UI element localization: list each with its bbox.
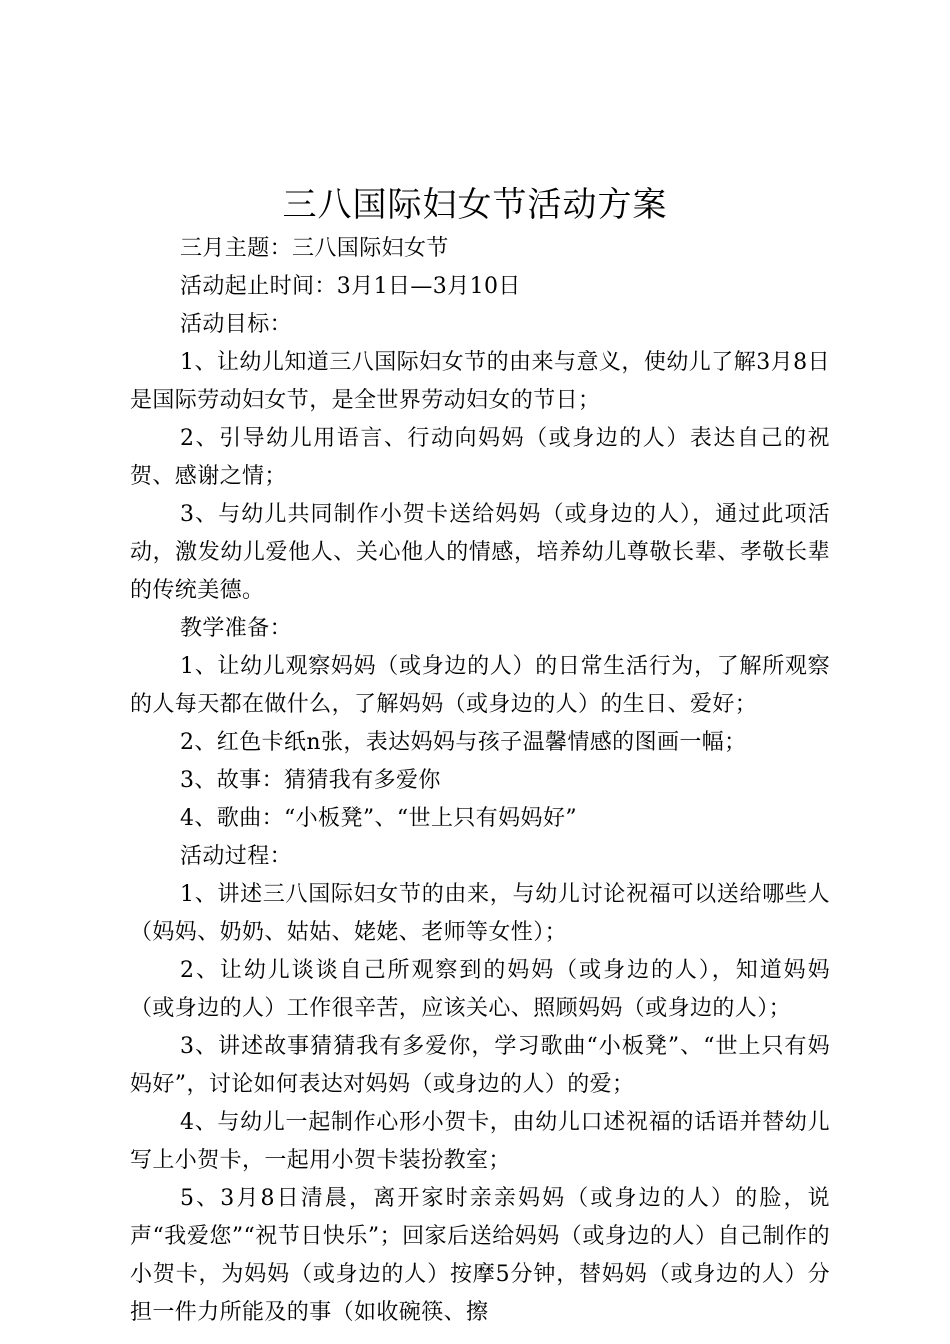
paragraph-process-3: 3、讲述故事猜猜我有多爱你，学习歌曲“小板凳”、“世上只有妈妈好”，讨论如何表达对妈妈（或身边的人）的爱； (130, 1034, 830, 1097)
paragraph-prep-1: 1、让幼儿观察妈妈（或身边的人）的日常生活行为，了解所观察的人每天都在做什么，了解妈妈（或身边的人）的生日、爱好； (130, 654, 830, 717)
paragraph-prep-2: 2、红色卡纸n张，表达妈妈与孩子温馨情感的图画一幅； (180, 730, 747, 755)
document-body (130, 230, 830, 1332)
paragraph-goal-3: 3、与幼儿共同制作小贺卡送给妈妈（或身边的人），通过此项活动，激发幼儿爱他人、关心他人的情感，培养幼儿尊敬长辈、孝敬长辈的传统美德。 (130, 502, 830, 603)
paragraph-goal-1: 1、让幼儿知道三八国际妇女节的由来与意义，使幼儿了解3月8日是国际劳动妇女节，是全世界劳动妇女的节日； (130, 350, 830, 413)
paragraph-theme: 三月主题：三八国际妇女节 (180, 236, 449, 261)
document-title: 三八国际妇女节活动方案 (282, 185, 668, 225)
section-heading-process: 活动过程： (180, 844, 293, 869)
section-heading-preparation: 教学准备： (180, 616, 293, 641)
paragraph-prep-3: 3、故事：猜猜我有多爱你 (180, 768, 441, 793)
paragraph-process-2: 2、让幼儿谈谈自己所观察到的妈妈（或身边的人），知道妈妈（或身边的人）工作很辛苦，应该关心、照顾妈妈（或身边的人）； (130, 958, 830, 1021)
paragraph-process-1: 1、讲述三八国际妇女节的由来，与幼儿讨论祝福可以送给哪些人（妈妈、奶奶、姑姑、姥姥、老师等女性）； (130, 882, 830, 945)
section-heading-goals: 活动目标： (180, 312, 293, 337)
paragraph-process-5: 5、3月8日清晨，离开家时亲亲妈妈（或身边的人）的脸，说声“我爱您”“祝节日快乐”；回家后送给妈妈（或身边的人）自己制作的小贺卡，为妈妈（或身边的人）按摩5分钟，替妈妈（或身边的人）分担一件力所能及的事（如收碗筷、擦 (130, 1186, 830, 1325)
paragraph-goal-2: 2、引导幼儿用语言、行动向妈妈（或身边的人）表达自己的祝贺、感谢之情； (130, 426, 830, 489)
paragraph-dates: 活动起止时间：3月1日—3月10日 (180, 274, 521, 299)
paragraph-process-4: 4、与幼儿一起制作心形小贺卡，由幼儿口述祝福的话语并替幼儿写上小贺卡，一起用小贺卡装扮教室； (130, 1110, 830, 1173)
paragraph-prep-4: 4、歌曲：“小板凳”、“世上只有妈妈好” (180, 806, 577, 831)
